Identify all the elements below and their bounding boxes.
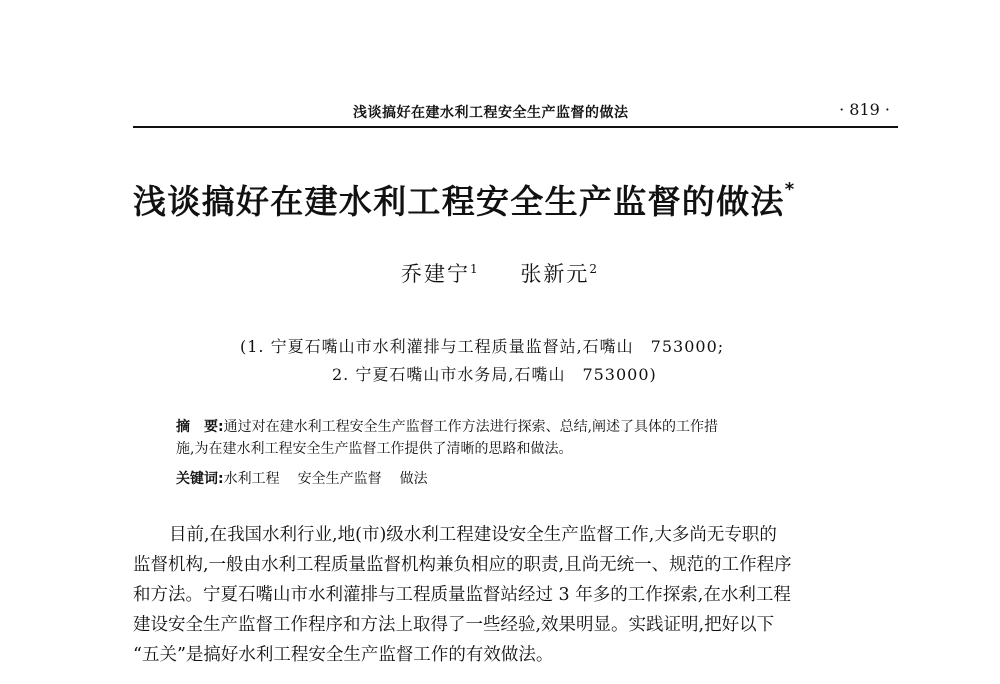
affiliation-line: (1. 宁夏石嘴山市水利灌排与工程质量监督站,石嘴山 753000; bbox=[240, 337, 725, 356]
keyword: 水利工程 bbox=[223, 471, 280, 487]
abstract bbox=[176, 416, 886, 460]
body-line: “五关”是搞好水利工程安全生产监督工作的有效做法。 bbox=[133, 645, 554, 665]
abstract-line bbox=[176, 416, 886, 438]
author bbox=[520, 262, 599, 286]
keywords-label: 关键词: bbox=[176, 471, 224, 487]
abstract-text: 通过对在建水利工程安全生产监督工作方法进行探索、总结,阐述了具体的工作措 bbox=[223, 419, 719, 435]
abstract-label: 摘 要: bbox=[176, 419, 224, 435]
running-header bbox=[133, 100, 898, 126]
author-affiliation-mark: 1 bbox=[470, 262, 480, 276]
article-title bbox=[133, 176, 903, 223]
body-line: 建设安全生产监督工作程序和方法上取得了一些经验,效果明显。实践证明,把好以下 bbox=[133, 615, 775, 635]
page-number: · 819 · bbox=[839, 100, 890, 119]
author-list bbox=[0, 258, 1000, 288]
abstract-line: 施,为在建水利工程安全生产监督工作提供了清晰的思路和做法。 bbox=[176, 441, 573, 457]
affiliation-line: 2. 宁夏石嘴山市水务局,石嘴山 753000) bbox=[332, 365, 657, 384]
body-line: 目前,在我国水利行业,地(市)级水利工程建设安全生产监督工作,大多尚无专职的 bbox=[169, 525, 777, 545]
keyword: 做法 bbox=[399, 471, 428, 487]
running-title: 浅谈搞好在建水利工程安全生产监督的做法 bbox=[353, 105, 629, 121]
author-affiliation-mark: 2 bbox=[589, 262, 599, 276]
keywords bbox=[176, 468, 446, 488]
author-name: 乔建宁 bbox=[401, 262, 471, 286]
body-line: 和方法。宁夏石嘴山市水利灌排与工程质量监督站经过 3 年多的工作探索,在水利工程 bbox=[133, 585, 791, 605]
author-name: 张新元 bbox=[520, 262, 590, 286]
author bbox=[401, 262, 488, 286]
article-title-text: 浅谈搞好在建水利工程安全生产监督的做法 bbox=[133, 182, 785, 221]
body-line: 监督机构,一般由水利工程质量监督机构兼负相应的职责,且尚无统一、规范的工作程序 bbox=[133, 555, 792, 575]
title-footnote-mark: * bbox=[784, 179, 796, 200]
header-rule bbox=[133, 126, 898, 128]
body-paragraph bbox=[133, 520, 903, 670]
keyword: 安全生产监督 bbox=[297, 471, 382, 487]
